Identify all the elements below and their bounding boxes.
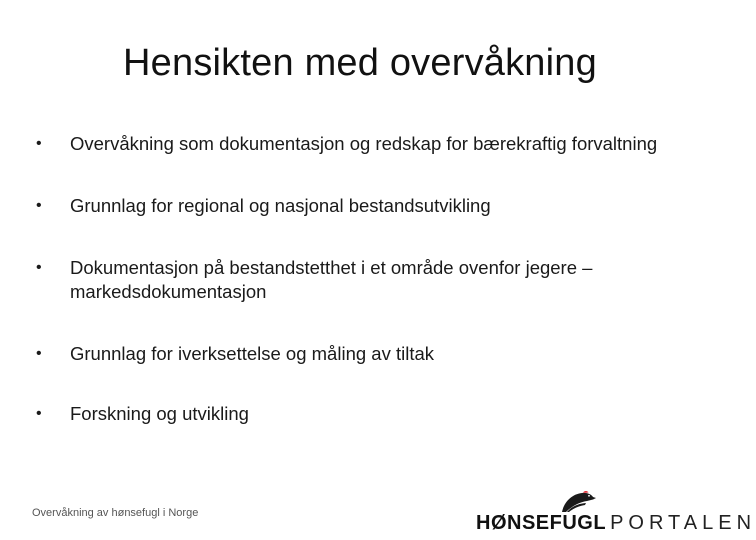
bullet-item: [36, 194, 666, 218]
bullet-list: [36, 132, 666, 426]
bullet-text: Forskning og utvikling: [70, 403, 249, 424]
hønsefugl-portalen-logo: [476, 488, 756, 536]
logo-wordmark: [476, 512, 756, 534]
bullet-text: Overvåkning som dokumentasjon og redskap for bærekraftig forvaltning: [70, 133, 658, 154]
bullet-item: [36, 402, 666, 426]
bullet-dot: •: [36, 135, 42, 152]
bullet-dot: •: [36, 197, 42, 214]
bullet-dot: •: [36, 345, 42, 362]
bullet-dot: •: [36, 405, 42, 422]
bullet-item: [36, 342, 666, 366]
footer-text: Overvåkning av hønsefugl i Norge: [32, 507, 199, 519]
bullet-item: [36, 256, 666, 304]
slide-title: Hensikten med overvåkning: [123, 42, 597, 84]
bullet-dot: •: [36, 259, 42, 276]
logo-bold-text: HØNSEFUGL: [476, 512, 607, 534]
bullet-item: [36, 132, 666, 156]
grouse-bird-icon: [558, 488, 598, 514]
logo-light-text: PORTALEN: [610, 512, 756, 534]
bullet-text: Dokumentasjon på bestandstetthet i et område ovenfor jegere – markedsdokumentasjon: [70, 257, 593, 302]
bullet-text: Grunnlag for iverksettelse og måling av tiltak: [70, 343, 435, 364]
bullet-text: Grunnlag for regional og nasjonal bestandsutvikling: [70, 195, 491, 216]
